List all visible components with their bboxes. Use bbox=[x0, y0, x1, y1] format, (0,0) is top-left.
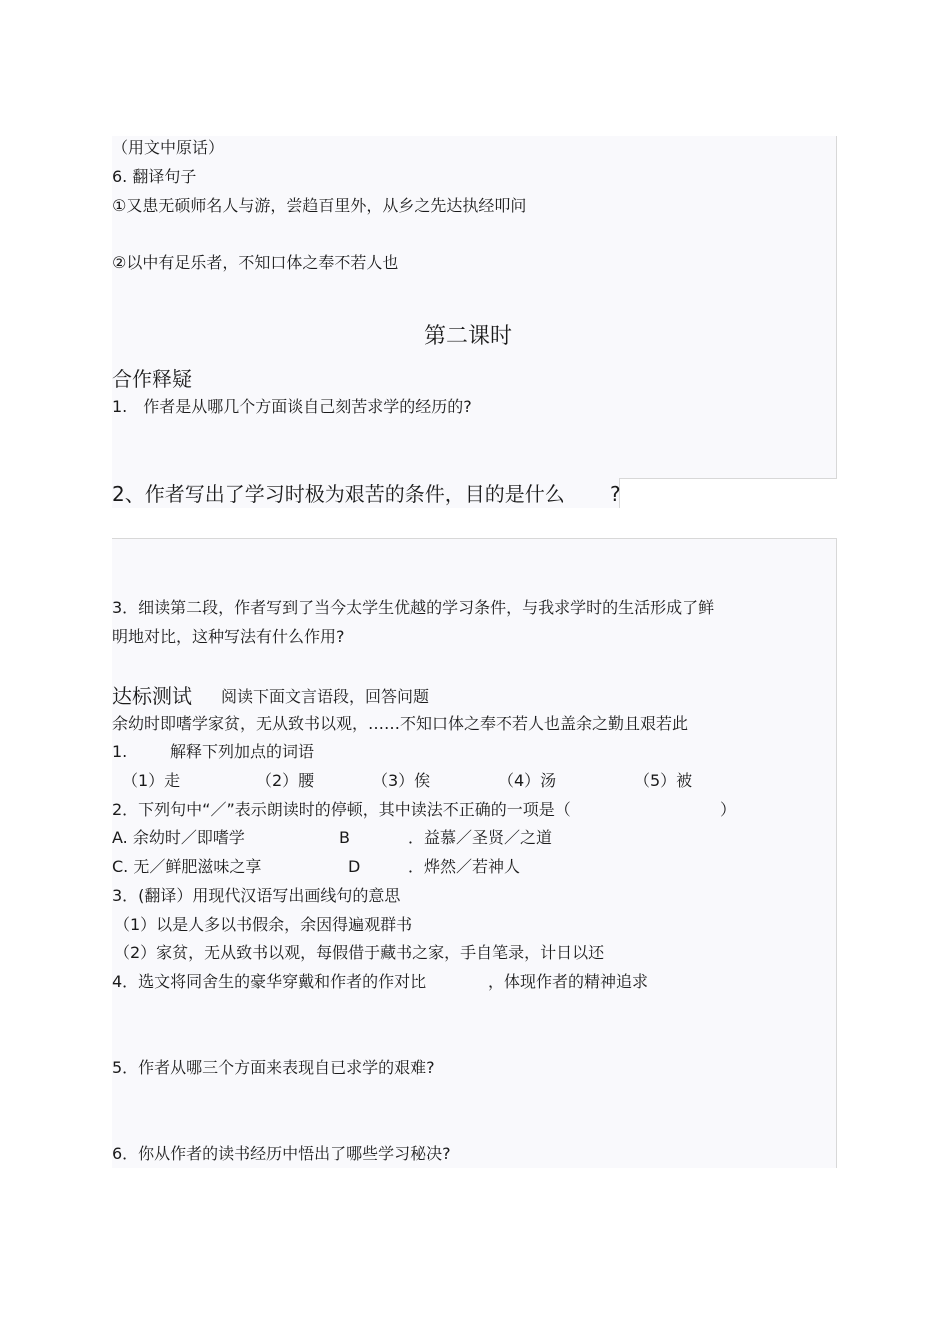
test-question-3-item-2: （2）家贫，无从致书以观，每假借于藏书之家，手自笔录，计日以还 bbox=[114, 943, 605, 962]
lesson-question-2-mark: ? bbox=[610, 482, 621, 506]
test-question-2-close: ） bbox=[720, 800, 737, 819]
test-passage: 余幼时即嗜学家贫，无从致书以观，……不知口体之奉不若人也盖余之勤且艰若此 bbox=[112, 714, 689, 733]
test-question-1-text: 解释下列加点的词语 bbox=[170, 742, 315, 761]
option-c: C. 无／鲜肥滋味之享 bbox=[112, 857, 262, 876]
lesson-heading: 第二课时 bbox=[424, 324, 513, 349]
test-question-1-number: 1. bbox=[112, 742, 128, 761]
test-instruction: 阅读下面文言语段，回答问题 bbox=[221, 687, 430, 706]
panel-border-right-top bbox=[836, 136, 837, 478]
test-question-4-tail: ，体现作者的精神追求 bbox=[488, 972, 649, 991]
translate-sentence-1: ①又患无硕师名人与游，尝趋百里外，从乡之先达执经叩问 bbox=[112, 196, 527, 215]
option-a: A. 余幼时／即嗜学 bbox=[112, 828, 245, 847]
lesson-question-2: 2、作者写出了学习时极为艰苦的条件，目的是什么 bbox=[112, 482, 565, 506]
test-question-4-text: 4．选文将同舍生的豪华穿戴和作者的作对比 bbox=[112, 972, 427, 991]
panel-border-step bbox=[620, 478, 837, 479]
word-item: （4）汤 bbox=[498, 771, 557, 790]
word-item: （2）腰 bbox=[256, 771, 315, 790]
translate-sentence-2: ②以中有足乐者，不知口体之奉不若人也 bbox=[112, 253, 399, 272]
option-b-letter: B bbox=[339, 828, 350, 847]
answer-note: （用文中原话） bbox=[112, 138, 225, 157]
section-heading-cooperative: 合作释疑 bbox=[112, 367, 192, 391]
panel-border-bottom-top bbox=[112, 538, 837, 539]
question-6-title: 6. 翻译句子 bbox=[112, 167, 197, 186]
option-b-text: ．益慕／圣贤／之道 bbox=[408, 828, 553, 847]
test-question-3-text: 3．(翻译）用现代汉语写出画线句的意思 bbox=[112, 886, 401, 905]
word-item: （5）被 bbox=[634, 771, 693, 790]
option-d-text: ．烨然／若神人 bbox=[408, 857, 521, 876]
test-question-2-text: 2．下列句中“／”表示朗读时的停顿，其中读法不正确的一项是（ bbox=[112, 800, 571, 819]
word-item: （1）走 bbox=[122, 771, 181, 790]
lesson-question-3-line-1: 3．细读第二段，作者写到了当今太学生优越的学习条件，与我求学时的生活形成了鲜 bbox=[112, 598, 715, 617]
test-question-3-item-1: （1）以是人多以书假余，余因得遍观群书 bbox=[114, 915, 413, 934]
panel-border-right-bottom bbox=[836, 538, 837, 1168]
lesson-question-1: 1. 作者是从哪几个方面谈自己刻苦求学的经历的? bbox=[112, 397, 472, 416]
word-item: （3）俟 bbox=[372, 771, 431, 790]
option-d-letter: D bbox=[348, 857, 361, 876]
content-panel-top bbox=[112, 136, 836, 478]
test-question-6-text: 6．你从作者的读书经历中悟出了哪些学习秘决? bbox=[112, 1144, 451, 1163]
test-heading: 达标测试 bbox=[112, 684, 192, 708]
lesson-question-3-line-2: 明地对比，这种写法有什么作用? bbox=[112, 627, 345, 646]
test-question-5-text: 5．作者从哪三个方面来表现自已求学的艰难? bbox=[112, 1058, 435, 1077]
